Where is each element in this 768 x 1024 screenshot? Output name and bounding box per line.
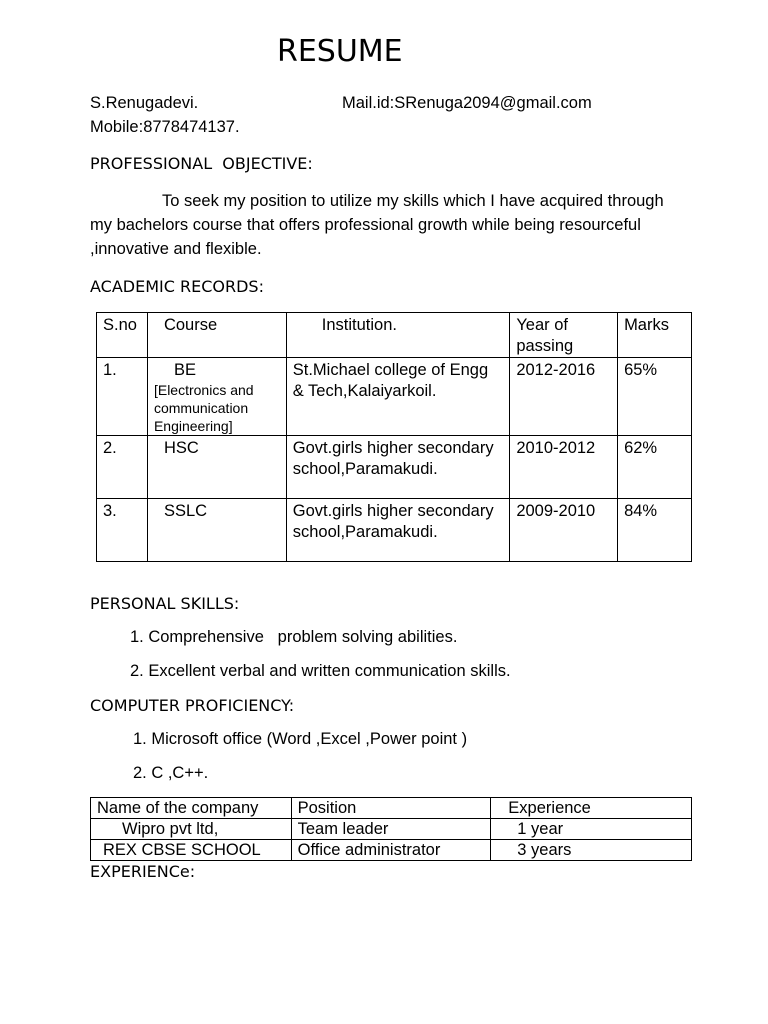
marks-cell: 65% xyxy=(618,358,692,436)
table-row xyxy=(91,819,692,840)
page-title: RESUME xyxy=(277,34,403,69)
col-header-course: Course xyxy=(147,313,286,358)
computer-heading: COMPUTER PROFICIENCY: xyxy=(90,696,295,715)
company-cell: Wipro pvt ltd, xyxy=(91,819,292,840)
computer-item: 2. C ,C++. xyxy=(133,764,209,782)
year-cell: 2010-2012 xyxy=(510,436,618,499)
course-cell xyxy=(147,358,286,436)
marks-cell: 62% xyxy=(618,436,692,499)
skill-item: 2. Excellent verbal and written communication skills. xyxy=(130,662,511,680)
col-header-sno: S.no xyxy=(97,313,148,358)
table-row xyxy=(97,436,692,499)
skills-heading: PERSONAL SKILLS: xyxy=(90,594,240,613)
sno-cell: 3. xyxy=(97,499,148,562)
col-header-company: Name of the company xyxy=(91,798,292,819)
candidate-email: Mail.id:SRenuga2094@gmail.com xyxy=(342,94,592,112)
skill-item: 1. Comprehensive problem solving abilities. xyxy=(130,628,458,646)
col-header-institution: Institution. xyxy=(286,313,510,358)
position-cell: Office administrator xyxy=(291,840,491,861)
col-header-marks: Marks xyxy=(618,313,692,358)
position-cell: Team leader xyxy=(291,819,491,840)
col-header-position: Position xyxy=(291,798,491,819)
academic-table xyxy=(96,312,692,562)
objective-heading: PROFESSIONAL OBJECTIVE: xyxy=(90,154,313,173)
academic-header-row xyxy=(97,313,692,358)
course-name: BE xyxy=(173,361,196,379)
course-cell: HSC xyxy=(147,436,286,499)
experience-cell: 3 years xyxy=(491,840,692,861)
experience-header-row xyxy=(91,798,692,819)
institution-cell: Govt.girls higher secondary school,Paramakudi. xyxy=(286,499,510,562)
objective-text-body: To seek my position to utilize my skills which I have acquired through my bachelors course that offers professional growth while being resourceful ,innovative and flexible. xyxy=(90,192,664,258)
candidate-mobile: Mobile:8778474137. xyxy=(90,118,240,136)
col-header-year: Year of passing xyxy=(510,313,618,358)
table-row xyxy=(97,499,692,562)
table-row xyxy=(91,840,692,861)
year-cell: 2009-2010 xyxy=(510,499,618,562)
company-cell: REX CBSE SCHOOL xyxy=(91,840,292,861)
institution-cell: St.Michael college of Engg & Tech,Kalaiyarkoil. xyxy=(286,358,510,436)
sno-cell: 1. xyxy=(97,358,148,436)
experience-heading: EXPERIENCe: xyxy=(90,862,196,881)
computer-item: 1. Microsoft office (Word ,Excel ,Power point ) xyxy=(133,730,468,748)
table-row xyxy=(97,358,692,436)
course-cell: SSLC xyxy=(147,499,286,562)
candidate-name: S.Renugadevi. xyxy=(90,94,199,112)
year-cell: 2012-2016 xyxy=(510,358,618,436)
sno-cell: 2. xyxy=(97,436,148,499)
academic-heading: ACADEMIC RECORDS: xyxy=(90,277,264,296)
col-header-experience: Experience xyxy=(491,798,692,819)
experience-cell: 1 year xyxy=(491,819,692,840)
course-detail: [Electronics and communication Engineering] xyxy=(153,382,254,434)
institution-cell: Govt.girls higher secondary school,Paramakudi. xyxy=(286,436,510,499)
marks-cell: 84% xyxy=(618,499,692,562)
experience-table xyxy=(90,797,692,861)
objective-text xyxy=(90,189,690,261)
